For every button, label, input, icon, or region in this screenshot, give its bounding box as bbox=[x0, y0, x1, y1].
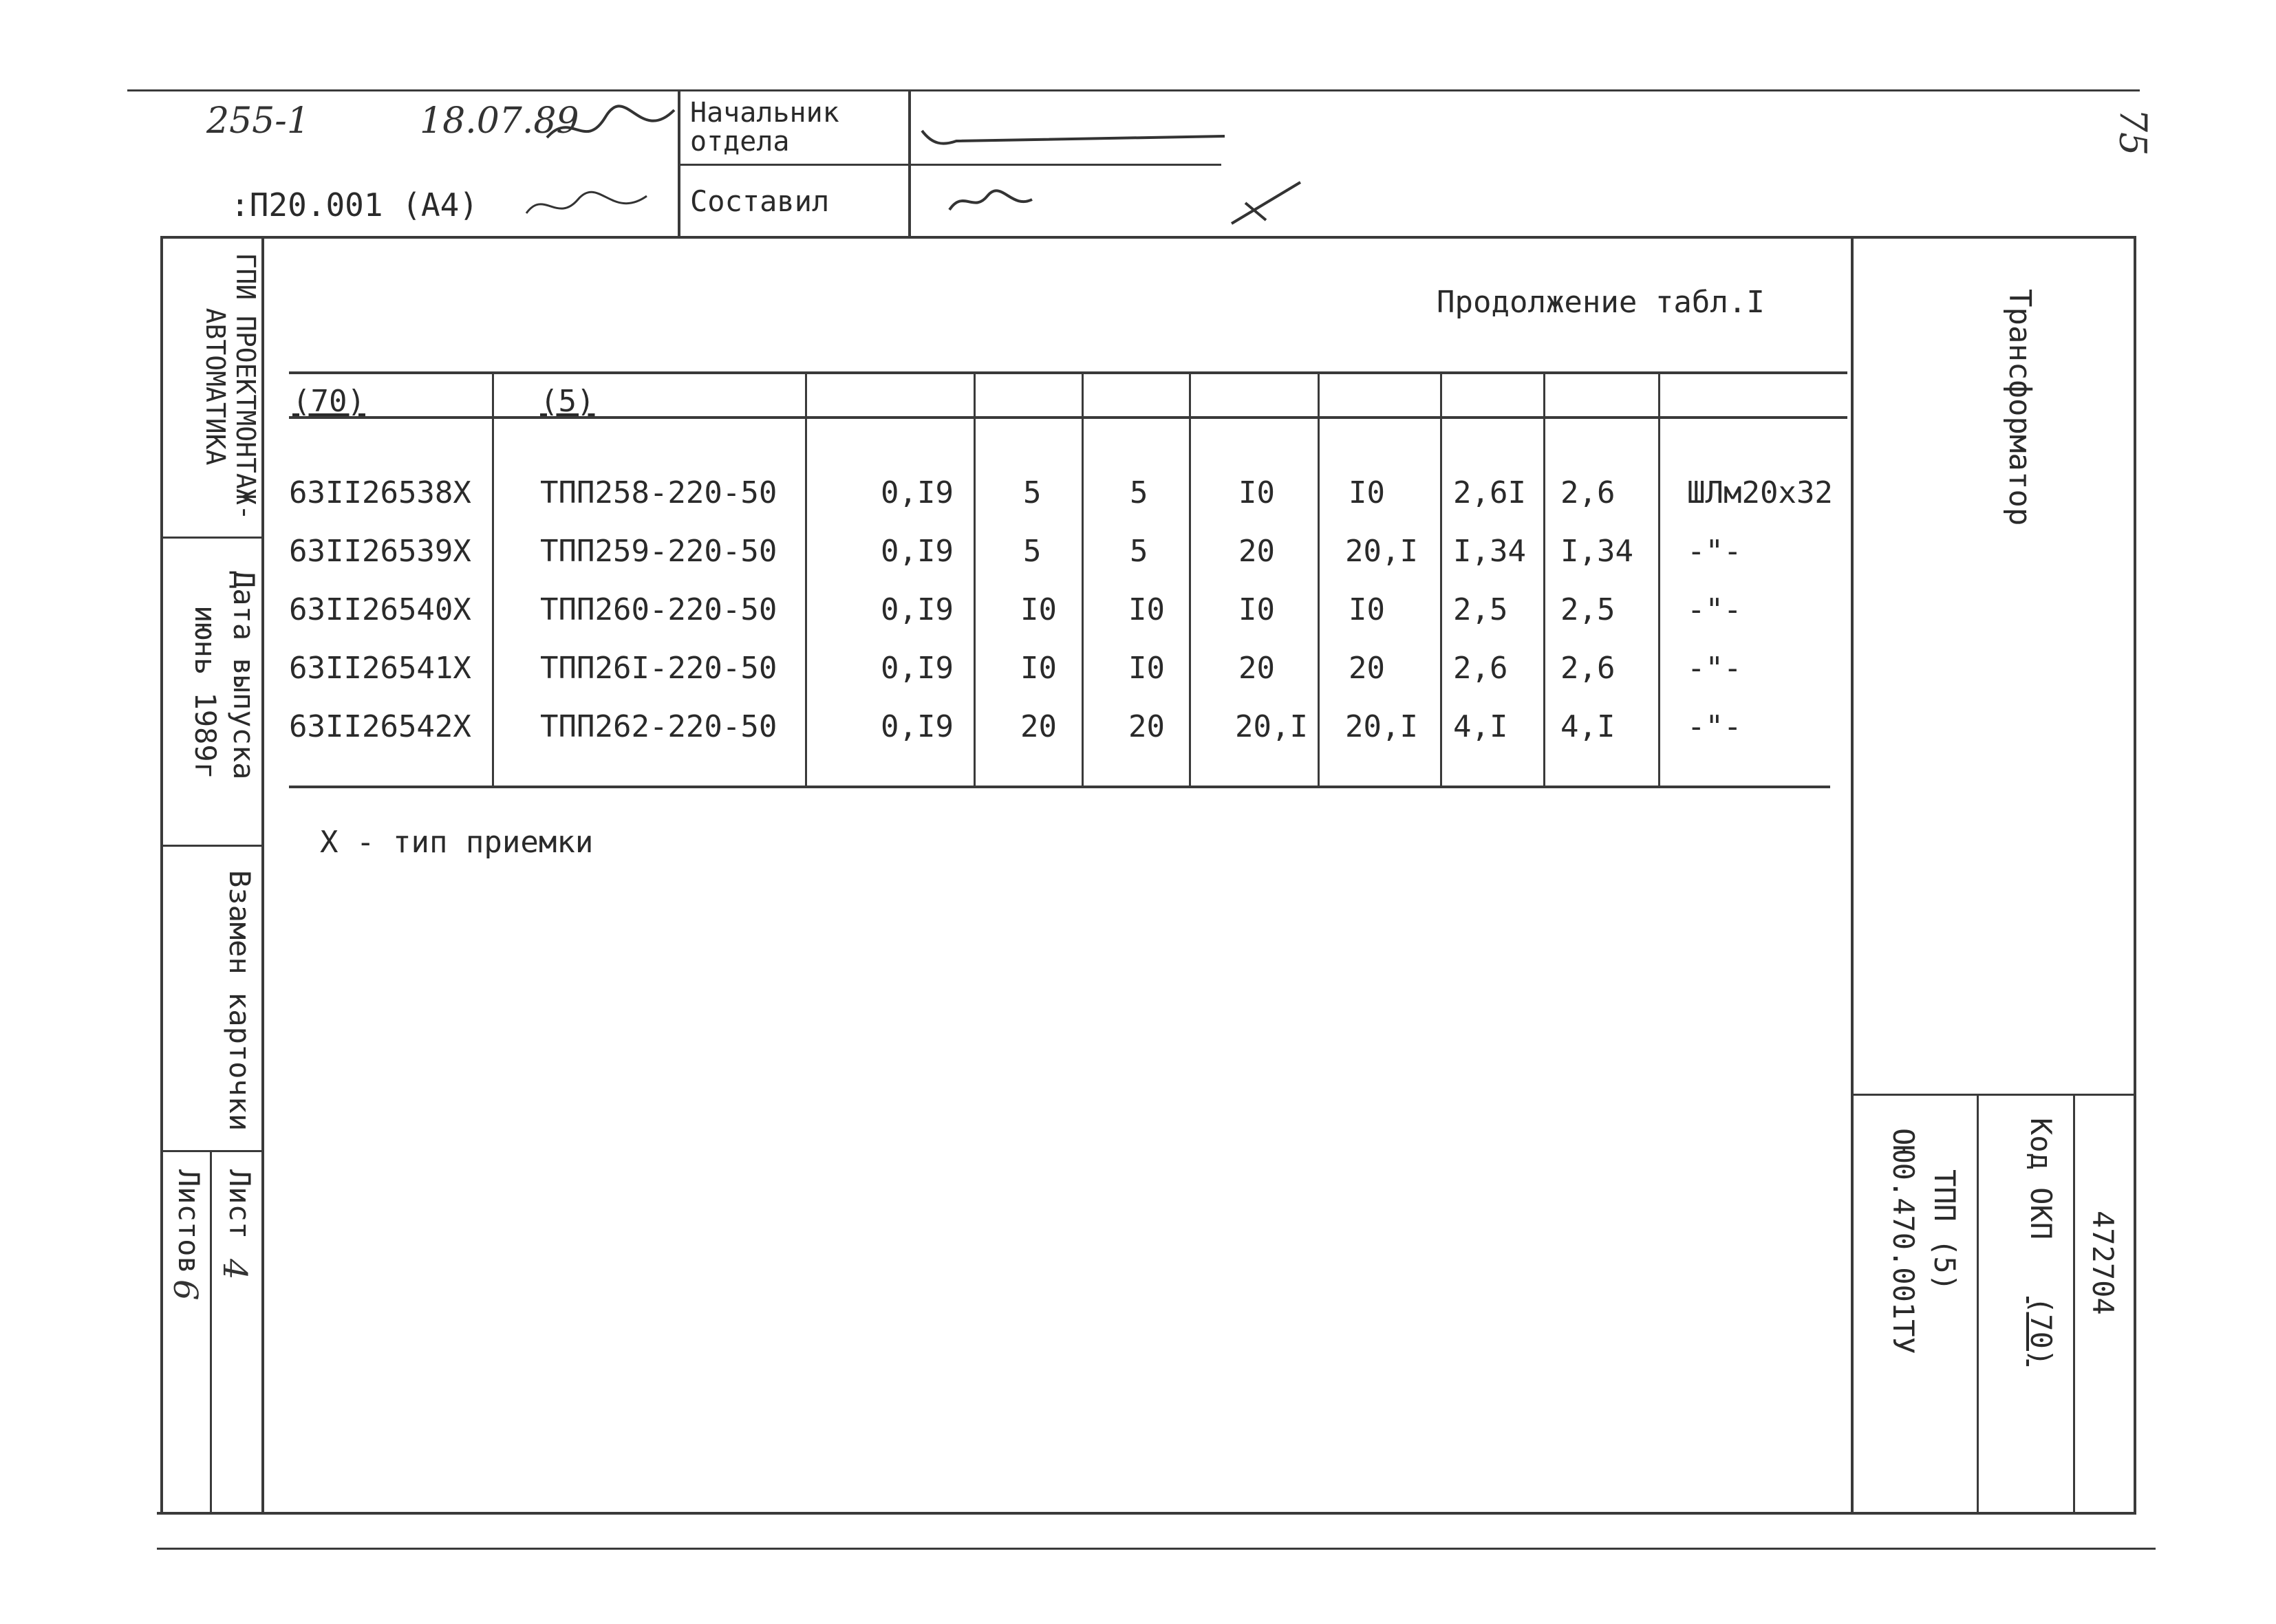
handwritten-number: 255-1 bbox=[206, 100, 310, 142]
frame-right bbox=[2134, 236, 2136, 1514]
sheet-value: 4 bbox=[215, 1259, 254, 1280]
frame-bottom bbox=[157, 1512, 2136, 1515]
header-kod: (70) bbox=[292, 384, 365, 419]
sheet-label: Лист bbox=[223, 1169, 257, 1239]
spec-name: ТПП (5) bbox=[1928, 1169, 1962, 1292]
okp-code: 472704 bbox=[2086, 1211, 2120, 1315]
sheets-value: 6 bbox=[166, 1279, 204, 1301]
release-date: июнь 1989г bbox=[189, 605, 222, 779]
spec-doc: ОЮ0.470.001ТУ bbox=[1887, 1128, 1920, 1354]
signature-compiled bbox=[943, 175, 1328, 230]
table-bottom-rule bbox=[289, 786, 1830, 788]
table-continuation: Продолжение табл.I bbox=[1437, 285, 1765, 320]
kod-label: Код ОКП bbox=[2024, 1118, 2058, 1240]
table-top-rule bbox=[289, 371, 1847, 374]
frame-left-inner bbox=[261, 236, 264, 1514]
product-title: Трансформатор bbox=[2002, 289, 2037, 526]
compiled-label: Составил bbox=[690, 184, 830, 218]
sheets-label: Листов bbox=[172, 1169, 206, 1274]
table-footnote: X - тип приемки bbox=[320, 825, 594, 860]
page-mark: 75 bbox=[2111, 108, 2155, 156]
kod-value: (70) bbox=[2024, 1297, 2058, 1367]
handwritten-date: 18.07.89 bbox=[420, 100, 579, 142]
head-label: Начальник отдела bbox=[690, 97, 839, 158]
replace-label: Взамен карточки bbox=[223, 870, 257, 1132]
signature-date bbox=[544, 96, 681, 158]
release-label: Дата выпуска bbox=[227, 571, 261, 780]
frame-top bbox=[162, 236, 2136, 239]
doc-code: :П20.001 (А4) bbox=[230, 186, 479, 224]
header-type: (5) bbox=[540, 384, 595, 419]
table-header-rule bbox=[289, 416, 1847, 419]
signature-doc bbox=[523, 182, 654, 230]
frame-right-col bbox=[1851, 236, 1854, 1514]
frame-left bbox=[160, 236, 163, 1514]
org-name: ГПИ ПРОЕКТМОНТАЖ- АВТОМАТИКА bbox=[200, 252, 261, 521]
signature-head bbox=[915, 103, 1238, 158]
